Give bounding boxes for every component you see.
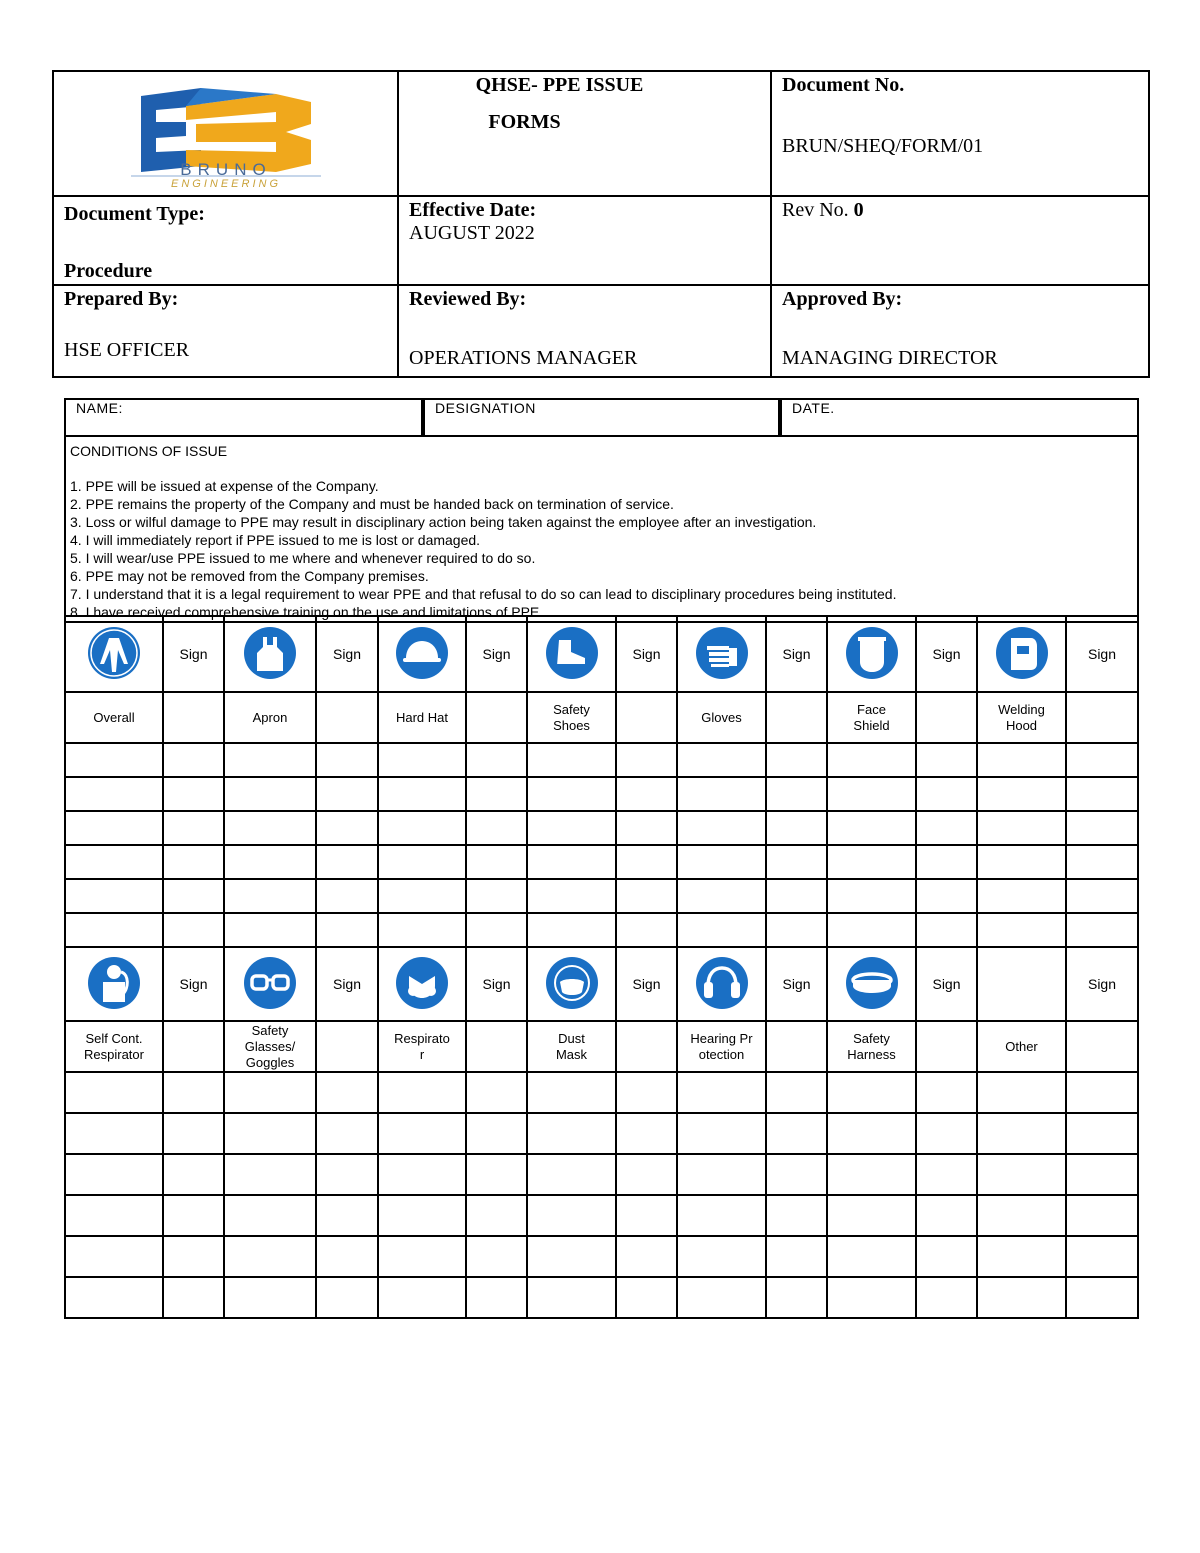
entry-cell[interactable] [65,1195,163,1236]
entry-cell[interactable] [378,913,466,947]
sign-cell[interactable]: Sign [766,947,827,1021]
ppe-label: Hearing Protection [677,1021,766,1072]
rev-label: Rev No. [782,199,849,221]
entry-cell[interactable] [616,1072,677,1113]
entry-cell[interactable] [916,1072,977,1113]
sign-cell[interactable]: Sign [316,616,378,692]
overall-icon-cell [65,616,163,692]
entry-cell[interactable] [163,811,224,845]
hearing-icon-cell [677,947,766,1021]
doc-no-label: Document No. [782,74,905,96]
logo-cell [53,71,398,196]
entry-cell[interactable] [616,1195,677,1236]
ppe-label: Other [977,1021,1066,1072]
issue-row [65,845,1138,879]
entry-cell[interactable] [827,1072,916,1113]
document-header [52,70,1150,378]
entry-cell[interactable] [527,777,616,811]
condition-item: 1. PPE will be issued at expense of the Company. [70,478,379,494]
entry-cell[interactable] [378,743,466,777]
entry-cell[interactable] [916,777,977,811]
sign-cell[interactable]: Sign [916,947,977,1021]
entry-cell[interactable] [163,913,224,947]
entry-cell[interactable] [766,1072,827,1113]
entry-cell[interactable] [766,1236,827,1277]
issue-row [65,1113,1138,1154]
self-contained-respirator-icon [87,956,141,1010]
entry-cell[interactable] [527,879,616,913]
overall-icon [87,626,141,680]
condition-item: 5. I will wear/use PPE issued to me where and whenever required to do so. [70,550,536,566]
logo-name: BRUNO [179,160,272,179]
sign-cell[interactable]: Sign [163,947,224,1021]
sign-cell[interactable]: Sign [316,947,378,1021]
entry-cell[interactable] [827,811,916,845]
entry-cell[interactable] [677,1277,766,1318]
entry-cell[interactable] [977,1072,1066,1113]
apron-icon-cell [224,616,316,692]
entry-cell[interactable] [916,1195,977,1236]
entry-cell[interactable] [466,1277,527,1318]
condition-item: 3. Loss or wilful damage to PPE may result in disciplinary action being taken against the employee after an investigation. [70,514,817,530]
entry-cell[interactable] [616,1236,677,1277]
entry-cell[interactable] [616,1154,677,1195]
other-icon-cell [977,947,1066,1021]
title-cell [398,71,771,196]
entry-cell[interactable] [316,879,378,913]
entry-cell[interactable] [466,743,527,777]
safety-harness-icon [845,956,899,1010]
ppe-label: Overall [65,692,163,743]
ppe-label: Welding Hood [977,692,1066,743]
entry-cell[interactable] [677,1072,766,1113]
sign-blank[interactable] [1066,1021,1138,1072]
face-shield-icon-cell [827,616,916,692]
sign-cell[interactable]: Sign [1066,947,1138,1021]
issue-row [65,777,1138,811]
sign-blank[interactable] [766,1021,827,1072]
issue-row [65,1195,1138,1236]
entry-cell[interactable] [163,743,224,777]
conditions-cell [65,436,1138,622]
goggles-icon-cell [224,947,316,1021]
entry-cell[interactable] [527,845,616,879]
entry-cell[interactable] [466,879,527,913]
entry-cell[interactable] [766,913,827,947]
entry-cell[interactable] [766,1277,827,1318]
issue-row [65,913,1138,947]
entry-cell[interactable] [1066,845,1138,879]
welding-hood-icon [995,626,1049,680]
entry-cell[interactable] [224,811,316,845]
face-shield-icon [845,626,899,680]
entry-cell[interactable] [677,913,766,947]
entry-cell[interactable] [163,1113,224,1154]
ppe-label: Apron [224,692,316,743]
entry-cell[interactable] [466,845,527,879]
entry-cell[interactable] [827,1113,916,1154]
entry-cell[interactable] [65,1072,163,1113]
entry-cell[interactable] [466,913,527,947]
entry-cell[interactable] [616,845,677,879]
entry-cell[interactable] [316,1154,378,1195]
entry-cell[interactable] [1066,1154,1138,1195]
sign-cell[interactable]: Sign [466,616,527,692]
respirator-icon-cell [378,947,466,1021]
entry-cell[interactable] [766,811,827,845]
entry-cell[interactable] [316,845,378,879]
form-title-line2: FORMS [488,111,561,133]
rev-value: 0 [853,199,864,221]
entry-cell[interactable] [677,1195,766,1236]
welding-hood-icon-cell [977,616,1066,692]
entry-cell[interactable] [1066,1113,1138,1154]
entry-cell[interactable] [616,743,677,777]
prepared-label: Prepared By: [64,288,179,310]
condition-item: 2. PPE remains the property of the Company and must be handed back on termination of service. [70,496,674,512]
entry-cell[interactable] [527,1277,616,1318]
conditions-list [70,477,1133,621]
name-field[interactable] [65,399,423,436]
entry-cell[interactable] [378,1236,466,1277]
entry-cell[interactable] [65,879,163,913]
sign-cell[interactable]: Sign [616,616,677,692]
entry-cell[interactable] [827,913,916,947]
dust-mask-icon-cell [527,947,616,1021]
company-logo [126,84,326,189]
entry-cell[interactable] [616,1277,677,1318]
sign-blank[interactable] [766,692,827,743]
dust-mask-icon [545,956,599,1010]
form-title-line1: QHSE- PPE ISSUE [475,74,644,96]
entry-cell[interactable] [224,1195,316,1236]
entry-cell[interactable] [527,1113,616,1154]
entry-cell[interactable] [616,1113,677,1154]
entry-cell[interactable] [224,913,316,947]
entry-cell[interactable] [224,1072,316,1113]
safety-goggles-icon [243,956,297,1010]
entry-cell[interactable] [977,811,1066,845]
approved-cell [771,285,1149,377]
date-field[interactable] [780,399,1138,436]
issue-info-table [64,398,1139,623]
entry-cell[interactable] [677,811,766,845]
entry-cell[interactable] [224,1113,316,1154]
entry-cell[interactable] [677,1154,766,1195]
entry-cell[interactable] [466,777,527,811]
entry-cell[interactable] [977,1113,1066,1154]
entry-cell[interactable] [466,811,527,845]
sign-cell[interactable]: Sign [916,616,977,692]
ppe-grid [64,615,1139,1319]
entry-cell[interactable] [163,1236,224,1277]
entry-cell[interactable] [65,743,163,777]
ppe-label: Safety Glasses/ Goggles [224,1021,316,1072]
entry-cell[interactable] [916,1113,977,1154]
issue-row [65,1072,1138,1113]
entry-cell[interactable] [1066,1236,1138,1277]
ppe-label: Respirator [378,1021,466,1072]
entry-cell[interactable] [378,1195,466,1236]
prepared-cell [53,285,398,377]
entry-cell[interactable] [163,1195,224,1236]
entry-cell[interactable] [527,811,616,845]
effective-date-value: AUGUST 2022 [409,222,535,244]
entry-cell[interactable] [527,913,616,947]
entry-cell[interactable] [224,1236,316,1277]
entry-cell[interactable] [316,1072,378,1113]
conditions-title: CONDITIONS OF ISSUE [70,443,228,459]
safety-shoes-icon [545,626,599,680]
entry-cell[interactable] [1066,1195,1138,1236]
entry-cell[interactable] [766,777,827,811]
entry-cell[interactable] [616,913,677,947]
entry-cell[interactable] [527,743,616,777]
entry-cell[interactable] [224,1154,316,1195]
entry-cell[interactable] [616,879,677,913]
entry-cell[interactable] [977,1277,1066,1318]
entry-cell[interactable] [677,845,766,879]
entry-cell[interactable] [827,1236,916,1277]
entry-cell[interactable] [378,811,466,845]
entry-cell[interactable] [766,879,827,913]
entry-cell[interactable] [378,777,466,811]
sign-blank[interactable] [1066,692,1138,743]
doc-type-cell [53,196,398,285]
prepared-value: HSE OFFICER [64,339,190,361]
respirator-sc-icon-cell [65,947,163,1021]
entry-cell[interactable] [1066,1277,1138,1318]
hard-hat-icon-cell [378,616,466,692]
entry-cell[interactable] [827,879,916,913]
entry-cell[interactable] [316,1236,378,1277]
entry-cell[interactable] [1066,913,1138,947]
gloves-icon [695,626,749,680]
entry-cell[interactable] [527,1195,616,1236]
entry-cell[interactable] [766,1195,827,1236]
condition-item: 7. I understand that it is a legal requirement to wear PPE and that refusal to do so can lead to disciplinary procedures being instituted. [70,586,897,602]
entry-cell[interactable] [677,1236,766,1277]
entry-cell[interactable] [316,1195,378,1236]
entry-cell[interactable] [977,1154,1066,1195]
entry-cell[interactable] [1066,879,1138,913]
entry-cell[interactable] [616,811,677,845]
entry-cell[interactable] [977,743,1066,777]
sign-blank[interactable] [466,1021,527,1072]
entry-cell[interactable] [827,1195,916,1236]
issue-row [65,811,1138,845]
entry-cell[interactable] [616,777,677,811]
reviewed-value: OPERATIONS MANAGER [409,347,638,369]
entry-cell[interactable] [378,1154,466,1195]
approved-label: Approved By: [782,288,903,310]
condition-item: 4. I will immediately report if PPE issued to me is lost or damaged. [70,532,481,548]
entry-cell[interactable] [916,811,977,845]
entry-cell[interactable] [977,777,1066,811]
entry-cell[interactable] [466,1195,527,1236]
issue-row [65,879,1138,913]
entry-cell[interactable] [977,1195,1066,1236]
entry-cell[interactable] [677,879,766,913]
entry-cell[interactable] [766,1154,827,1195]
issue-row [65,1154,1138,1195]
entry-cell[interactable] [916,845,977,879]
entry-cell[interactable] [65,1154,163,1195]
entry-cell[interactable] [916,913,977,947]
entry-cell[interactable] [527,1072,616,1113]
sign-blank[interactable] [163,1021,224,1072]
entry-cell[interactable] [677,1113,766,1154]
ppe-label: Safety Harness [827,1021,916,1072]
entry-cell[interactable] [827,743,916,777]
entry-cell[interactable] [316,1113,378,1154]
sign-blank[interactable] [916,1021,977,1072]
reviewed-cell [398,285,771,377]
entry-cell[interactable] [163,1072,224,1113]
entry-cell[interactable] [977,845,1066,879]
entry-cell[interactable] [224,1277,316,1318]
gloves-icon-cell [677,616,766,692]
hard-hat-icon [395,626,449,680]
entry-cell[interactable] [65,777,163,811]
entry-cell[interactable] [316,743,378,777]
entry-cell[interactable] [766,1113,827,1154]
entry-cell[interactable] [1066,811,1138,845]
ppe-label: Face Shield [827,692,916,743]
entry-cell[interactable] [316,1277,378,1318]
entry-cell[interactable] [466,1236,527,1277]
entry-cell[interactable] [827,1277,916,1318]
sign-cell[interactable]: Sign [466,947,527,1021]
entry-cell[interactable] [316,811,378,845]
entry-cell[interactable] [466,1113,527,1154]
entry-cell[interactable] [378,879,466,913]
entry-cell[interactable] [827,777,916,811]
ppe-label: Dust Mask [527,1021,616,1072]
effective-date-cell [398,196,771,285]
condition-item: 8. I have received comprehensive training on the use and limitations of PPE. [70,604,544,620]
entry-cell[interactable] [163,1154,224,1195]
logo-sub: ENGINEERING [170,178,281,189]
sign-blank[interactable] [466,692,527,743]
entry-cell[interactable] [527,1236,616,1277]
entry-cell[interactable] [466,1072,527,1113]
entry-cell[interactable] [378,1113,466,1154]
apron-icon [243,626,297,680]
entry-cell[interactable] [224,845,316,879]
sign-blank[interactable] [163,692,224,743]
sign-cell[interactable]: Sign [616,947,677,1021]
entry-cell[interactable] [916,1277,977,1318]
doc-no-cell [771,71,1149,196]
sign-blank[interactable] [616,692,677,743]
sign-blank[interactable] [916,692,977,743]
entry-cell[interactable] [916,1236,977,1277]
entry-cell[interactable] [65,1236,163,1277]
respirator-icon [395,956,449,1010]
entry-cell[interactable] [378,1277,466,1318]
entry-cell[interactable] [916,879,977,913]
entry-cell[interactable] [677,777,766,811]
sign-blank[interactable] [616,1021,677,1072]
entry-cell[interactable] [65,811,163,845]
entry-cell[interactable] [977,913,1066,947]
entry-cell[interactable] [163,777,224,811]
entry-cell[interactable] [378,845,466,879]
ppe-label: Hard Hat [378,692,466,743]
ppe-label: Self Cont. Respirator [65,1021,163,1072]
approved-value: MANAGING DIRECTOR [782,347,998,369]
ppe-label: Gloves [677,692,766,743]
entry-cell[interactable] [977,1236,1066,1277]
entry-cell[interactable] [316,913,378,947]
entry-cell[interactable] [916,743,977,777]
entry-cell[interactable] [224,743,316,777]
entry-cell[interactable] [466,1154,527,1195]
entry-cell[interactable] [378,1072,466,1113]
entry-cell[interactable] [316,777,378,811]
date-label: DATE. [792,400,835,416]
sign-cell[interactable]: Sign [766,616,827,692]
entry-cell[interactable] [827,1154,916,1195]
issue-row [65,1277,1138,1318]
designation-label: DESIGNATION [435,400,536,416]
entry-cell[interactable] [916,1154,977,1195]
entry-cell[interactable] [766,845,827,879]
entry-cell[interactable] [163,1277,224,1318]
entry-cell[interactable] [65,1113,163,1154]
entry-cell[interactable] [527,1154,616,1195]
entry-cell[interactable] [977,879,1066,913]
entry-cell[interactable] [827,845,916,879]
sign-cell[interactable]: Sign [1066,616,1138,692]
entry-cell[interactable] [65,845,163,879]
doc-type-value: Procedure [64,260,153,282]
condition-item: 6. PPE may not be removed from the Company premises. [70,568,429,584]
entry-cell[interactable] [1066,743,1138,777]
entry-cell[interactable] [163,879,224,913]
entry-cell[interactable] [766,743,827,777]
reviewed-label: Reviewed By: [409,288,527,310]
issue-row [65,743,1138,777]
name-label: NAME: [76,400,123,416]
effective-date-label: Effective Date: [409,199,537,221]
entry-cell[interactable] [224,879,316,913]
doc-type-label: Document Type: [64,203,205,225]
entry-cell[interactable] [677,743,766,777]
designation-field[interactable] [423,399,780,436]
rev-cell [771,196,1149,285]
sign-blank[interactable] [316,692,378,743]
entry-cell[interactable] [65,913,163,947]
hearing-protection-icon [695,956,749,1010]
entry-cell[interactable] [163,845,224,879]
entry-cell[interactable] [224,777,316,811]
sign-cell[interactable]: Sign [163,616,224,692]
entry-cell[interactable] [1066,1072,1138,1113]
entry-cell[interactable] [1066,777,1138,811]
entry-cell[interactable] [65,1277,163,1318]
issue-row [65,1236,1138,1277]
doc-no-value: BRUN/SHEQ/FORM/01 [782,135,984,157]
harness-icon-cell [827,947,916,1021]
ppe-label: Safety Shoes [527,692,616,743]
safety-shoes-icon-cell [527,616,616,692]
sign-blank[interactable] [316,1021,378,1072]
